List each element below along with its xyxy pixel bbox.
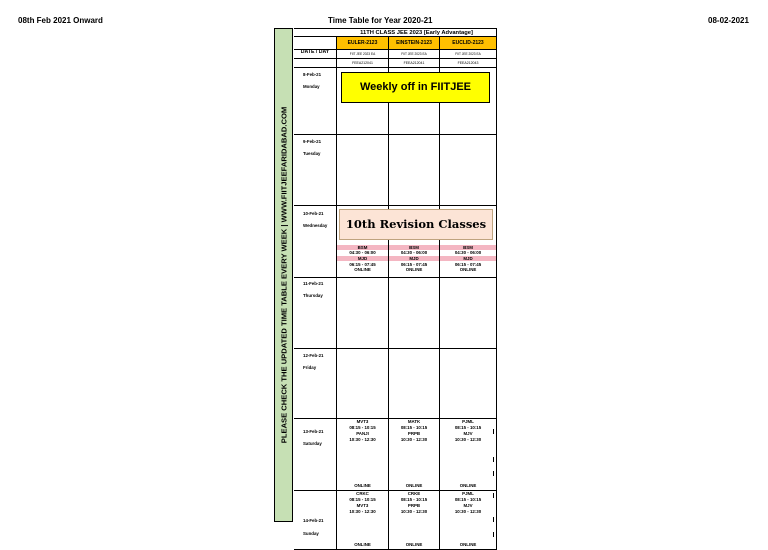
slot-cell [440,349,497,418]
cell-marker [493,517,494,522]
session-teacher: MJD [337,256,388,261]
day-label: Wednesday [303,223,328,228]
date-cell [294,135,337,205]
batch-code: FEEA212043 [440,59,497,67]
sidebar-notice-text: PLEASE CHECK THE UPDATED TIME TABLE EVERY WEEK | WWW.FIITJEEFARIDABAD.COM [279,106,288,444]
session-teacher: MATK [407,419,421,424]
batch-code-row [294,59,497,68]
session-teacher: MVT3 [356,419,369,424]
date-label: 11-Feb-21 [303,281,324,286]
slot-cell [337,349,389,418]
day-row-thursday [294,278,497,349]
session-teacher: CRKC [356,491,369,496]
day-row-saturday [294,419,497,491]
slot-cell [389,349,440,418]
session-time: 08:15 - 10:15 [454,497,482,502]
class-title: 11TH CLASS JEE 2023 [Early Advantage] [337,29,497,36]
session-time: 06:15 - 07:45 [349,262,376,267]
cell-marker [493,532,494,537]
session-teacher: MJV [463,503,473,508]
cell-marker [493,471,494,476]
batch-program-row [294,50,497,59]
session-mode: ONLINE [405,483,423,488]
batch-name: EULER-2123 [337,37,389,49]
day-row-friday [294,349,497,419]
cell-marker [493,457,494,462]
batch-program: FIIT JEE 2023 EA [389,50,440,58]
day-row-monday [294,68,497,135]
session-mode: ONLINE [459,483,477,488]
session-mode: ONLINE [405,267,423,272]
session-mode: ONLINE [354,267,371,272]
session-teacher: PRPB [407,503,421,508]
slot-cell [440,419,497,490]
session-teacher: MJD [389,256,439,261]
batch-code: FEEA212041 [337,59,389,67]
slot-cell [389,135,440,205]
session-time: 04:30 - 06:00 [349,250,376,255]
date-day-header: DATE / DAY [294,37,337,68]
session-time: 08:15 - 10:15 [454,425,482,430]
day-row-wednesday [294,206,497,278]
weekly-off-banner: Weekly off in FIITJEE [341,72,490,103]
session-mode: ONLINE [405,542,423,547]
cell-marker [493,429,494,434]
sidebar-notice [274,28,293,522]
batch-name: EUCLID-2123 [440,37,497,49]
slot-cell [337,491,389,549]
date-cell [294,491,337,549]
date-label: 12-Feb-21 [303,353,324,358]
session-mode: ONLINE [459,267,477,272]
slot-cell [440,491,497,549]
day-label: Saturday [303,441,322,446]
batch-program: FIIT JEE 2023 EA [440,50,497,58]
slot-cell [337,135,389,205]
day-label: Friday [303,365,317,370]
session-teacher: BSM [389,245,439,250]
session-teacher: MJV [463,431,473,436]
day-label: Sunday [303,531,319,536]
date-label: 13-Feb-21 [303,429,324,434]
slot-cell [389,419,440,490]
session-time: 10:30 - 12:30 [400,509,428,514]
date-label: 14-Feb-21 [303,518,324,523]
day-label: Monday [303,84,320,89]
date-label: 8-Feb-21 [303,72,322,77]
revision-classes-banner: 10th Revision Classes [339,209,493,240]
date-label: 10-Feb-21 [303,211,324,216]
session-time: 08:15 - 10:15 [400,425,428,430]
session-teacher: MJD [440,256,496,261]
session-time: 10:30 - 12:30 [454,437,482,442]
slot-cell [389,491,440,549]
slot-cell [440,278,497,348]
session-time: 04:30 - 06:00 [400,250,428,255]
session-time: 10:30 - 12:30 [349,437,376,442]
session-teacher: BSM [337,245,388,250]
date-cell [294,349,337,418]
day-row-tuesday [294,135,497,206]
batch-code: FEEA212041 [389,59,440,67]
cell-marker [493,493,494,498]
session-time: 04:30 - 06:00 [454,250,482,255]
slot-cell [337,278,389,348]
day-label: Tuesday [303,151,321,156]
session-time: 10:30 - 12:30 [349,509,376,514]
batch-name-row [294,37,497,50]
date-cell [294,419,337,490]
header-print-date: 08-02-2021 [708,16,749,25]
session-mode: ONLINE [459,542,477,547]
session-time: 08:15 - 10:15 [349,497,376,502]
header-start-date: 08th Feb 2021 Onward [18,16,103,25]
header-title: Time Table for Year 2020-21 [328,16,433,25]
session-mode: ONLINE [354,483,371,488]
slot-cell [389,278,440,348]
session-time: 10:30 - 12:30 [400,437,428,442]
session-teacher: PANJI [356,431,369,436]
session-teacher: PRPB [407,431,421,436]
session-teacher: PJML [462,491,474,496]
session-teacher: BSM [440,245,496,250]
date-cell [294,68,337,134]
batch-program: FIIT JEE 2023 EA [337,50,389,58]
batch-name: EINSTEIN-2123 [389,37,440,49]
session-time: 08:15 - 10:15 [400,497,428,502]
day-label: Thursday [303,293,323,298]
session-time: 06:15 - 07:45 [454,262,482,267]
session-time: 10:30 - 12:30 [454,509,482,514]
session-time: 08:15 - 10:15 [349,425,376,430]
date-cell [294,278,337,348]
session-teacher: CRKE [407,491,421,496]
date-label: 9-Feb-21 [303,139,322,144]
date-cell [294,206,337,277]
session-time: 06:15 - 07:45 [400,262,428,267]
session-mode: ONLINE [354,542,371,547]
day-row-sunday [294,491,497,550]
slot-cell [440,135,497,205]
slot-cell [337,419,389,490]
session-teacher: PJML [462,419,474,424]
session-teacher: MVT3 [356,503,369,508]
class-title-row [294,28,497,37]
